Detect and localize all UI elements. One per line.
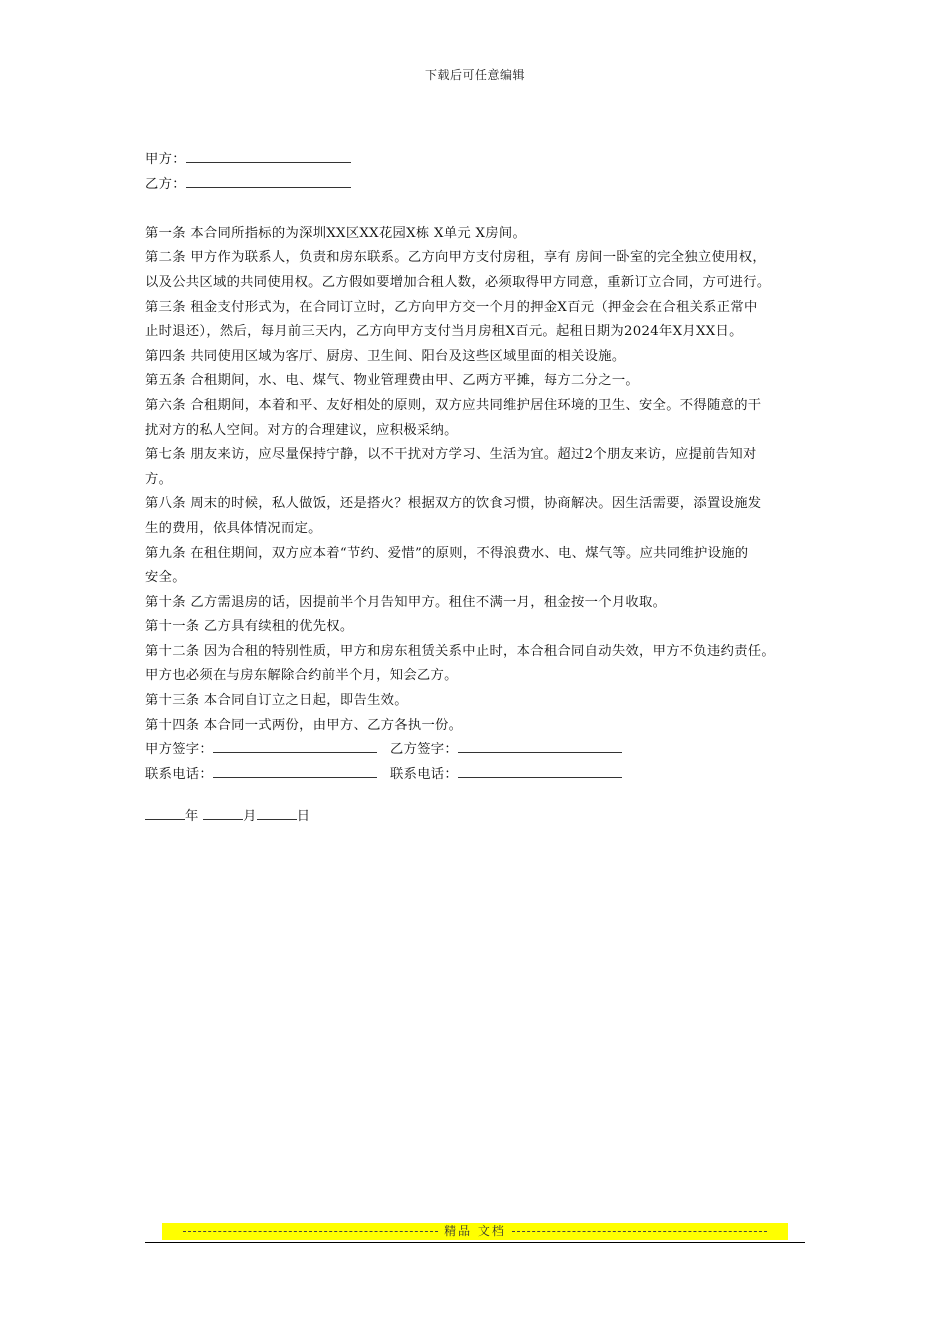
party-a-label: 甲方：	[145, 152, 186, 167]
article-10	[145, 591, 815, 616]
phone-row	[145, 763, 815, 788]
day-label: 日	[296, 809, 311, 825]
article-line: 第九条 在租住期间，双方应本着“节约、爱惜”的原则，不得浪费水、电、煤气等。应共同维护设施的	[145, 545, 749, 561]
party-a-line	[145, 148, 815, 173]
article-line: 扰对方的私人空间。对方的合理建议，应积极采纳。	[145, 422, 458, 438]
party-b-phone-label: 联系电话：	[390, 766, 458, 782]
article-11	[145, 615, 815, 640]
party-b-signature	[390, 738, 635, 763]
article-line: 第三条 租金支付形式为，在合同订立时，乙方向甲方交一个月的押金X百元（押金会在合租关系正常中	[145, 299, 758, 315]
article-14	[145, 714, 815, 739]
party-a-phone	[145, 763, 390, 788]
footer-label: 精品 文档	[444, 1224, 506, 1238]
party-a-sign-label: 甲方签字：	[145, 742, 213, 758]
month-label: 月	[243, 809, 257, 825]
article-line: 第十二条 因为合租的特别性质，甲方和房东租赁关系中止时，本合租合同自动失效，甲方不负违约责任。	[145, 643, 775, 659]
article-line: 第六条 合租期间，本着和平、友好相处的原则，双方应共同维护居住环境的卫生、安全。不得随意的干	[145, 397, 762, 413]
article-line: 第十四条 本合同一式两份，由甲方、乙方各执一份。	[145, 717, 463, 733]
party-b-phone-blank[interactable]	[458, 763, 622, 778]
footer-rule	[145, 1242, 805, 1243]
party-a-blank[interactable]	[186, 148, 351, 163]
article-line: 生的费用，依具体情况而定。	[145, 520, 322, 536]
article-13	[145, 689, 815, 714]
contract-body	[145, 148, 815, 830]
footer-dash-left	[183, 1231, 438, 1232]
article-6	[145, 394, 815, 443]
article-line: 第五条 合租期间，水、电、煤气、物业管理费由甲、乙两方平摊，每方二分之一。	[145, 373, 640, 389]
article-5	[145, 369, 815, 394]
article-1	[145, 222, 815, 247]
party-a-signature	[145, 738, 390, 763]
party-b-sign-blank[interactable]	[458, 738, 622, 753]
article-line: 第八条 周末的时候，私人做饭，还是搭火？根据双方的饮食习惯，协商解决。因生活需要，添置设施发	[145, 496, 762, 512]
party-b-label: 乙方：	[145, 176, 186, 192]
article-line: 第一条 本合同所指标的为深圳XX区XX花园X栋 X单元 X房间。	[145, 225, 527, 241]
party-b-line	[145, 173, 815, 198]
spacer	[145, 197, 815, 222]
article-2	[145, 246, 815, 295]
article-4	[145, 345, 815, 370]
article-line: 第十三条 本合同自订立之日起，即告生效。	[145, 693, 408, 709]
article-line: 方。	[145, 471, 173, 487]
article-3	[145, 296, 815, 345]
signature-row	[145, 738, 815, 763]
party-b-phone	[390, 763, 635, 788]
article-line: 止时退还），然后，每月前三天内，乙方向甲方支付当月房租X百元。起租日期为2024年X月XX日。	[145, 324, 743, 340]
article-line: 第七条 朋友来访，应尽量保持宁静，以不干扰对方学习、生活为宜。超过2个朋友来访，应提前告知对	[145, 447, 757, 463]
article-9	[145, 542, 815, 591]
article-line: 第二条 甲方作为联系人，负责和房东联系。乙方向甲方支付房租，享有 房间一卧室的完全独立使用权，	[145, 250, 766, 266]
article-line: 第十一条 乙方具有续租的优先权。	[145, 619, 354, 635]
contract-articles	[145, 222, 815, 738]
footer-banner	[162, 1223, 788, 1240]
article-8	[145, 492, 815, 541]
article-line: 甲方也必须在与房东解除合约前半个月，知会乙方。	[145, 668, 458, 684]
month-blank[interactable]	[203, 805, 243, 820]
party-b-sign-label: 乙方签字：	[390, 742, 458, 758]
article-line: 以及公共区域的共同使用权。乙方假如要增加合租人数，必须取得甲方同意，重新订立合同，方可进行。	[145, 274, 771, 290]
page-header: 下载后可任意编辑	[424, 68, 525, 82]
party-a-phone-blank[interactable]	[213, 763, 377, 778]
article-line: 第四条 共同使用区域为客厅、厨房、卫生间、阳台及这些区域里面的相关设施。	[145, 348, 626, 364]
party-a-phone-label: 联系电话：	[145, 766, 213, 782]
day-blank[interactable]	[257, 805, 297, 820]
party-b-blank[interactable]	[186, 173, 351, 188]
footer-dash-right	[512, 1231, 767, 1232]
article-12	[145, 640, 815, 689]
party-a-sign-blank[interactable]	[213, 738, 377, 753]
article-line: 第十条 乙方需退房的话，因提前半个月告知甲方。租住不满一月，租金按一个月收取。	[145, 594, 667, 610]
article-7	[145, 443, 815, 492]
year-label: 年	[185, 809, 199, 825]
date-line	[145, 805, 815, 830]
article-line: 安全。	[145, 570, 186, 586]
year-blank[interactable]	[145, 805, 185, 820]
